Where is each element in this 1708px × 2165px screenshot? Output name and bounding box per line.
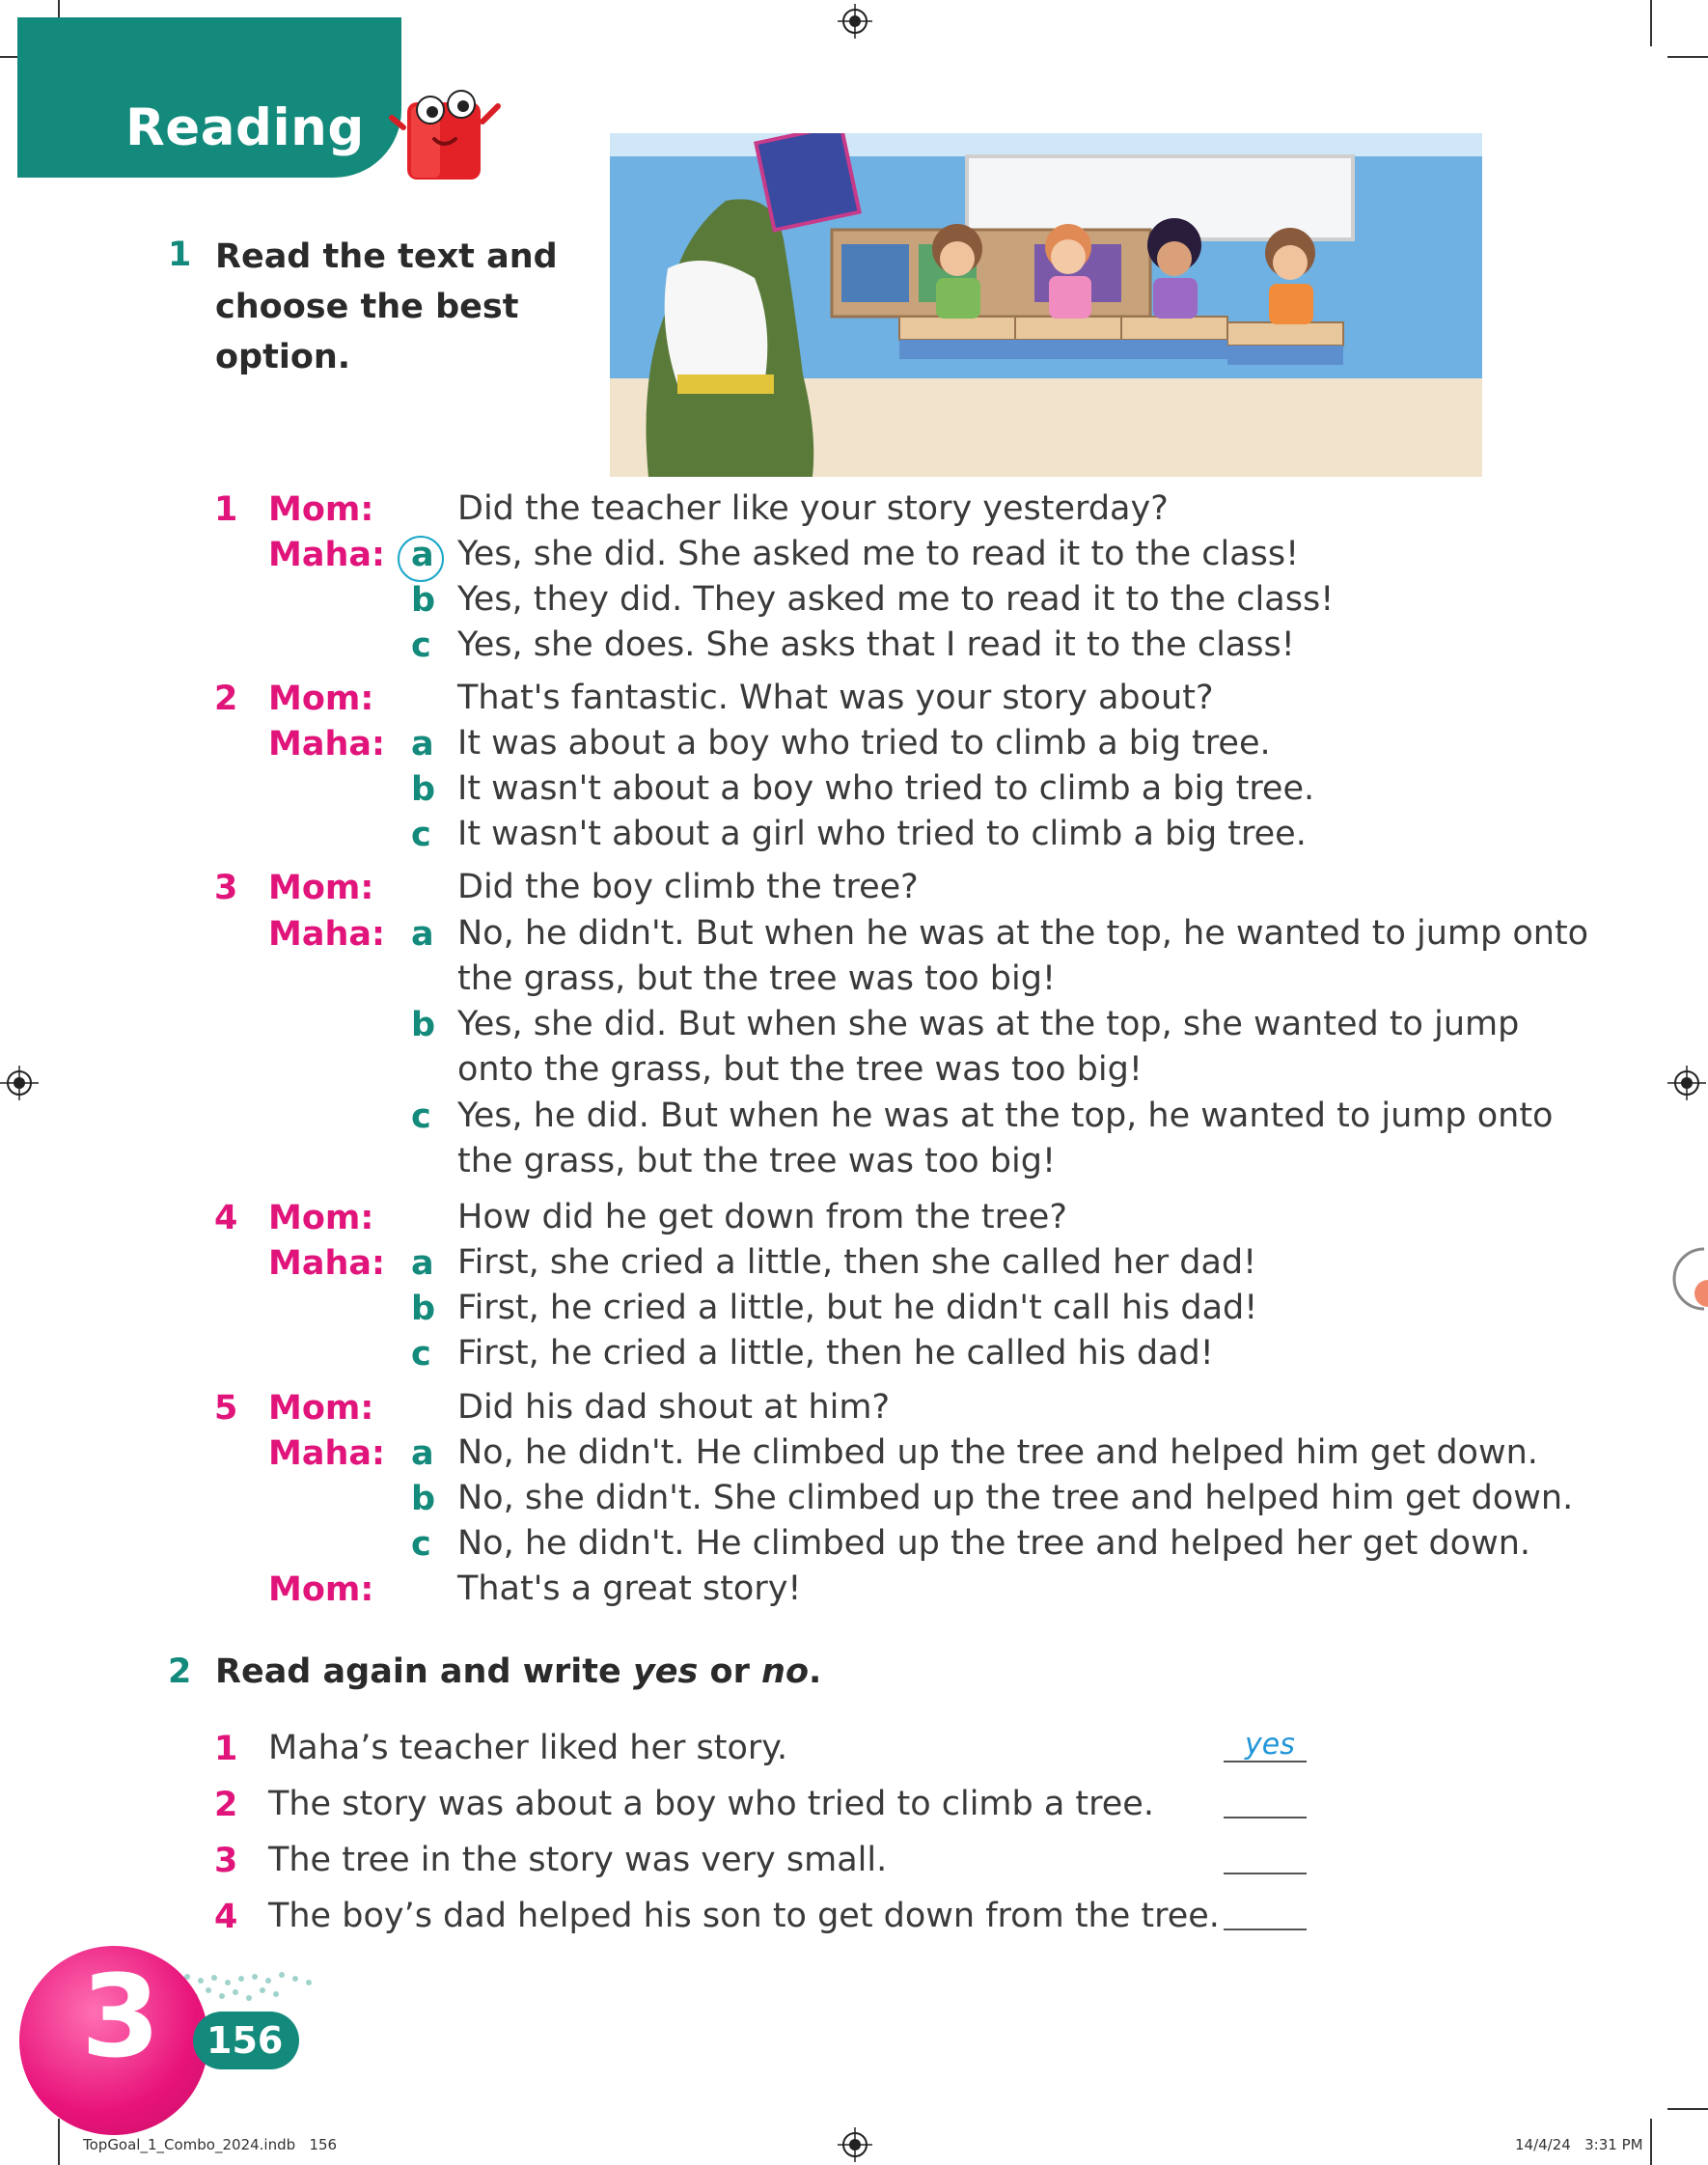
instruction-text: . [809,1652,822,1691]
answer-line[interactable] [1224,1815,1307,1818]
item-number: 3 [214,1842,238,1880]
option-text-line: No, he didn't. But when he was at the top, he wanted to jump onto [457,914,1589,953]
question-number: 1 [214,490,238,529]
option-text-line: onto the grass, but the tree was too big! [457,1050,1143,1089]
option-letter[interactable]: c [411,626,431,665]
option-letter[interactable]: b [411,1480,436,1518]
speaker-mom: Mom: [268,680,374,718]
answer-line[interactable] [1224,1759,1307,1763]
option-text[interactable]: First, he cried a little, then he called his dad! [457,1334,1214,1373]
question-number: 3 [214,869,238,907]
mom-line: How did he get down from the tree? [457,1198,1067,1236]
registration-mark-icon [838,4,872,39]
option-letter[interactable]: a [411,536,434,574]
option-letter[interactable]: b [411,1290,436,1328]
exercise-2-number: 2 [168,1652,192,1691]
question-number: 5 [214,1389,238,1428]
instruction-yes: yes [632,1652,699,1691]
red-mascot-icon [384,79,506,185]
mom-line: That's a great story! [457,1569,802,1608]
option-letter[interactable]: b [411,1006,436,1044]
speaker-maha: Maha: [268,1244,385,1283]
option-text[interactable] [457,1094,1553,1184]
option-letter[interactable]: a [411,725,434,763]
option-text-line: the grass, but the tree was too big! [457,1142,1056,1180]
mom-line: That's fantastic. What was your story about? [457,679,1214,717]
footer-date: 14/4/24 3:31 PM [1515,2136,1643,2153]
instruction-text: Read again and write [215,1652,633,1691]
registration-mark-icon [1667,1066,1706,1100]
answer-line[interactable] [1224,1927,1307,1930]
color-bar-icon [1666,1245,1708,1313]
exercise-2-instruction [215,1647,821,1697]
speaker-maha: Maha: [268,915,385,954]
exercise-1-instruction [215,232,558,382]
option-text-line: Yes, he did. But when he was at the top, he wanted to jump onto [457,1096,1554,1135]
option-text[interactable]: It wasn't about a boy who tried to climb a big tree. [457,769,1315,808]
option-text[interactable]: No, he didn't. He climbed up the tree and helped him get down. [457,1433,1538,1472]
instruction-line: choose the best [215,288,519,326]
option-letter[interactable]: c [411,1335,431,1374]
option-text[interactable] [457,1002,1519,1093]
crop-mark [1650,0,1652,46]
mom-line: Did the teacher like your story yesterday? [457,489,1169,528]
speaker-maha: Maha: [268,1434,385,1473]
speaker-maha: Maha: [268,725,385,763]
option-text[interactable]: No, she didn't. She climbed up the tree and helped him get down. [457,1479,1574,1517]
option-text[interactable] [457,911,1588,1002]
option-text-line: Yes, she did. But when she was at the top, she wanted to jump [457,1005,1520,1043]
item-text: The tree in the story was very small. [268,1841,888,1879]
speaker-mom: Mom: [268,1389,374,1428]
crop-mark [1650,2119,1652,2165]
instruction-line: option. [215,338,351,376]
item-number: 1 [214,1730,238,1768]
crop-mark [1667,56,1708,58]
footer-file-name: TopGoal_1_Combo_2024.indb 156 [83,2136,338,2153]
option-letter[interactable]: a [411,915,434,954]
registration-mark-icon [0,1066,39,1100]
option-text[interactable]: No, he didn't. He climbed up the tree and helped her get down. [457,1524,1531,1563]
instruction-line: Read the text and [215,237,558,276]
option-text[interactable]: Yes, she does. She asks that I read it to the class! [457,625,1295,664]
option-letter[interactable]: b [411,581,436,620]
speaker-mom: Mom: [268,869,374,907]
option-letter[interactable]: c [411,1097,431,1136]
item-number: 4 [214,1898,238,1936]
speaker-mom: Mom: [268,490,374,529]
speaker-maha: Maha: [268,536,385,574]
crop-mark [58,2119,60,2165]
mom-line: Did his dad shout at him? [457,1388,891,1427]
option-text[interactable]: First, he cried a little, but he didn't call his dad! [457,1289,1258,1327]
item-text: Maha’s teacher liked her story. [268,1729,788,1767]
option-text[interactable]: First, she cried a little, then she called her dad! [457,1243,1257,1282]
unit-number: 3 [81,1950,161,2083]
item-text: The boy’s dad helped his son to get down from the tree. [268,1897,1220,1935]
option-letter[interactable]: b [411,770,436,809]
option-text[interactable]: It was about a boy who tried to climb a big tree. [457,724,1271,763]
page-number: 156 [207,2019,284,2062]
option-text[interactable]: Yes, she did. She asked me to read it to the class! [457,535,1300,573]
option-letter[interactable]: c [411,1525,431,1564]
option-text-line: the grass, but the tree was too big! [457,959,1056,998]
option-text[interactable]: It wasn't about a girl who tried to climb a big tree. [457,815,1307,853]
instruction-no: no [761,1652,810,1691]
registration-mark-icon [838,2127,872,2162]
question-number: 2 [214,680,238,718]
option-letter[interactable]: a [411,1244,434,1283]
speaker-mom: Mom: [268,1570,374,1609]
handwritten-answer[interactable]: yes [1245,1728,1295,1762]
item-text: The story was about a boy who tried to climb a tree. [268,1785,1154,1823]
option-letter[interactable]: c [411,816,431,854]
crop-mark [1667,2108,1708,2110]
item-number: 2 [214,1786,238,1824]
option-letter[interactable]: a [411,1434,434,1473]
classroom-illustration [610,133,1482,477]
section-title: Reading [125,98,365,157]
exercise-1-number: 1 [168,236,192,274]
answer-line[interactable] [1224,1871,1307,1874]
question-number: 4 [214,1199,238,1237]
instruction-text: or [698,1652,762,1691]
option-text[interactable]: Yes, they did. They asked me to read it to the class! [457,580,1335,619]
speaker-mom: Mom: [268,1199,374,1237]
mom-line: Did the boy climb the tree? [457,868,919,906]
